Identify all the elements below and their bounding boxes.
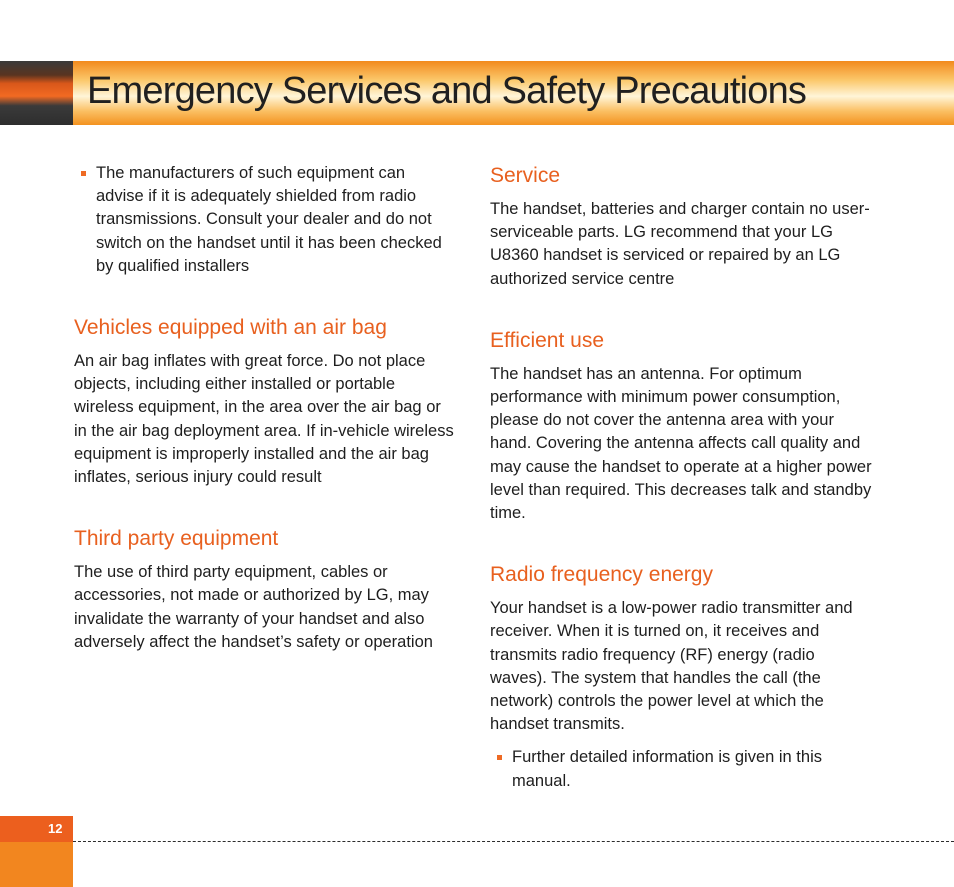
section-heading: Efficient use xyxy=(490,328,605,352)
section-text: An air bag inflates with great force. Do not place objects, including either installed or portable wireless equipment, in the area over the air bag or in the air bag deployment area. If in-vehicle wireless equipment is improperly installed and the air bag inflates, serious injury could result xyxy=(74,352,454,487)
bullet-item xyxy=(490,746,875,792)
bullet-item xyxy=(74,162,456,278)
right-column xyxy=(490,162,875,793)
header-accent-block xyxy=(0,61,73,125)
bullet-text: The manufacturers of such equipment can advise if it is adequately shielded from radio transmissions. Consult your dealer and do not switch on the handset until it has been checked by qualified installers xyxy=(96,164,442,275)
section-heading: Service xyxy=(490,164,561,187)
section-service xyxy=(490,162,875,291)
section-heading: Third party equipment xyxy=(74,527,279,551)
section-text: The handset, batteries and charger contain no user-serviceable parts. LG recommend that your LG U8360 handset is serviced or repaired by an LG authorized service centre xyxy=(490,200,870,288)
page-number: 12 xyxy=(48,821,63,836)
section-text: The handset has an antenna. For optimum performance with minimum power consumption, please do not cover the antenna area with your hand. Covering the antenna affects call quality and may cause the handset to operate at a higher power level than required. This decreases talk and standby time. xyxy=(490,364,872,523)
bullet-text: Further detailed information is given in this manual. xyxy=(512,748,822,790)
left-column xyxy=(74,162,456,654)
square-bullet-icon xyxy=(497,755,502,760)
page-title: Emergency Services and Safety Precautions xyxy=(87,70,807,112)
footer-divider xyxy=(73,841,954,842)
square-bullet-icon xyxy=(81,171,86,176)
section-heading: Radio frequency energy xyxy=(490,563,713,587)
section-heading: Vehicles equipped with an air bag xyxy=(74,316,387,340)
section-radio-frequency xyxy=(490,561,875,736)
section-efficient-use xyxy=(490,327,875,525)
section-air-bag xyxy=(74,314,456,489)
section-text: Your handset is a low-power radio transmitter and receiver. When it is turned on, it receives and transmits radio frequency (RF) energy (radio waves). The system that handles the call (the network) controls the power level at which the handset transmits. xyxy=(490,599,853,734)
section-third-party xyxy=(74,525,456,654)
section-text: The use of third party equipment, cables or accessories, not made or authorized by LG, may invalidate the warranty of your handset and also adversely affect the handset’s safety or operation xyxy=(74,563,433,651)
